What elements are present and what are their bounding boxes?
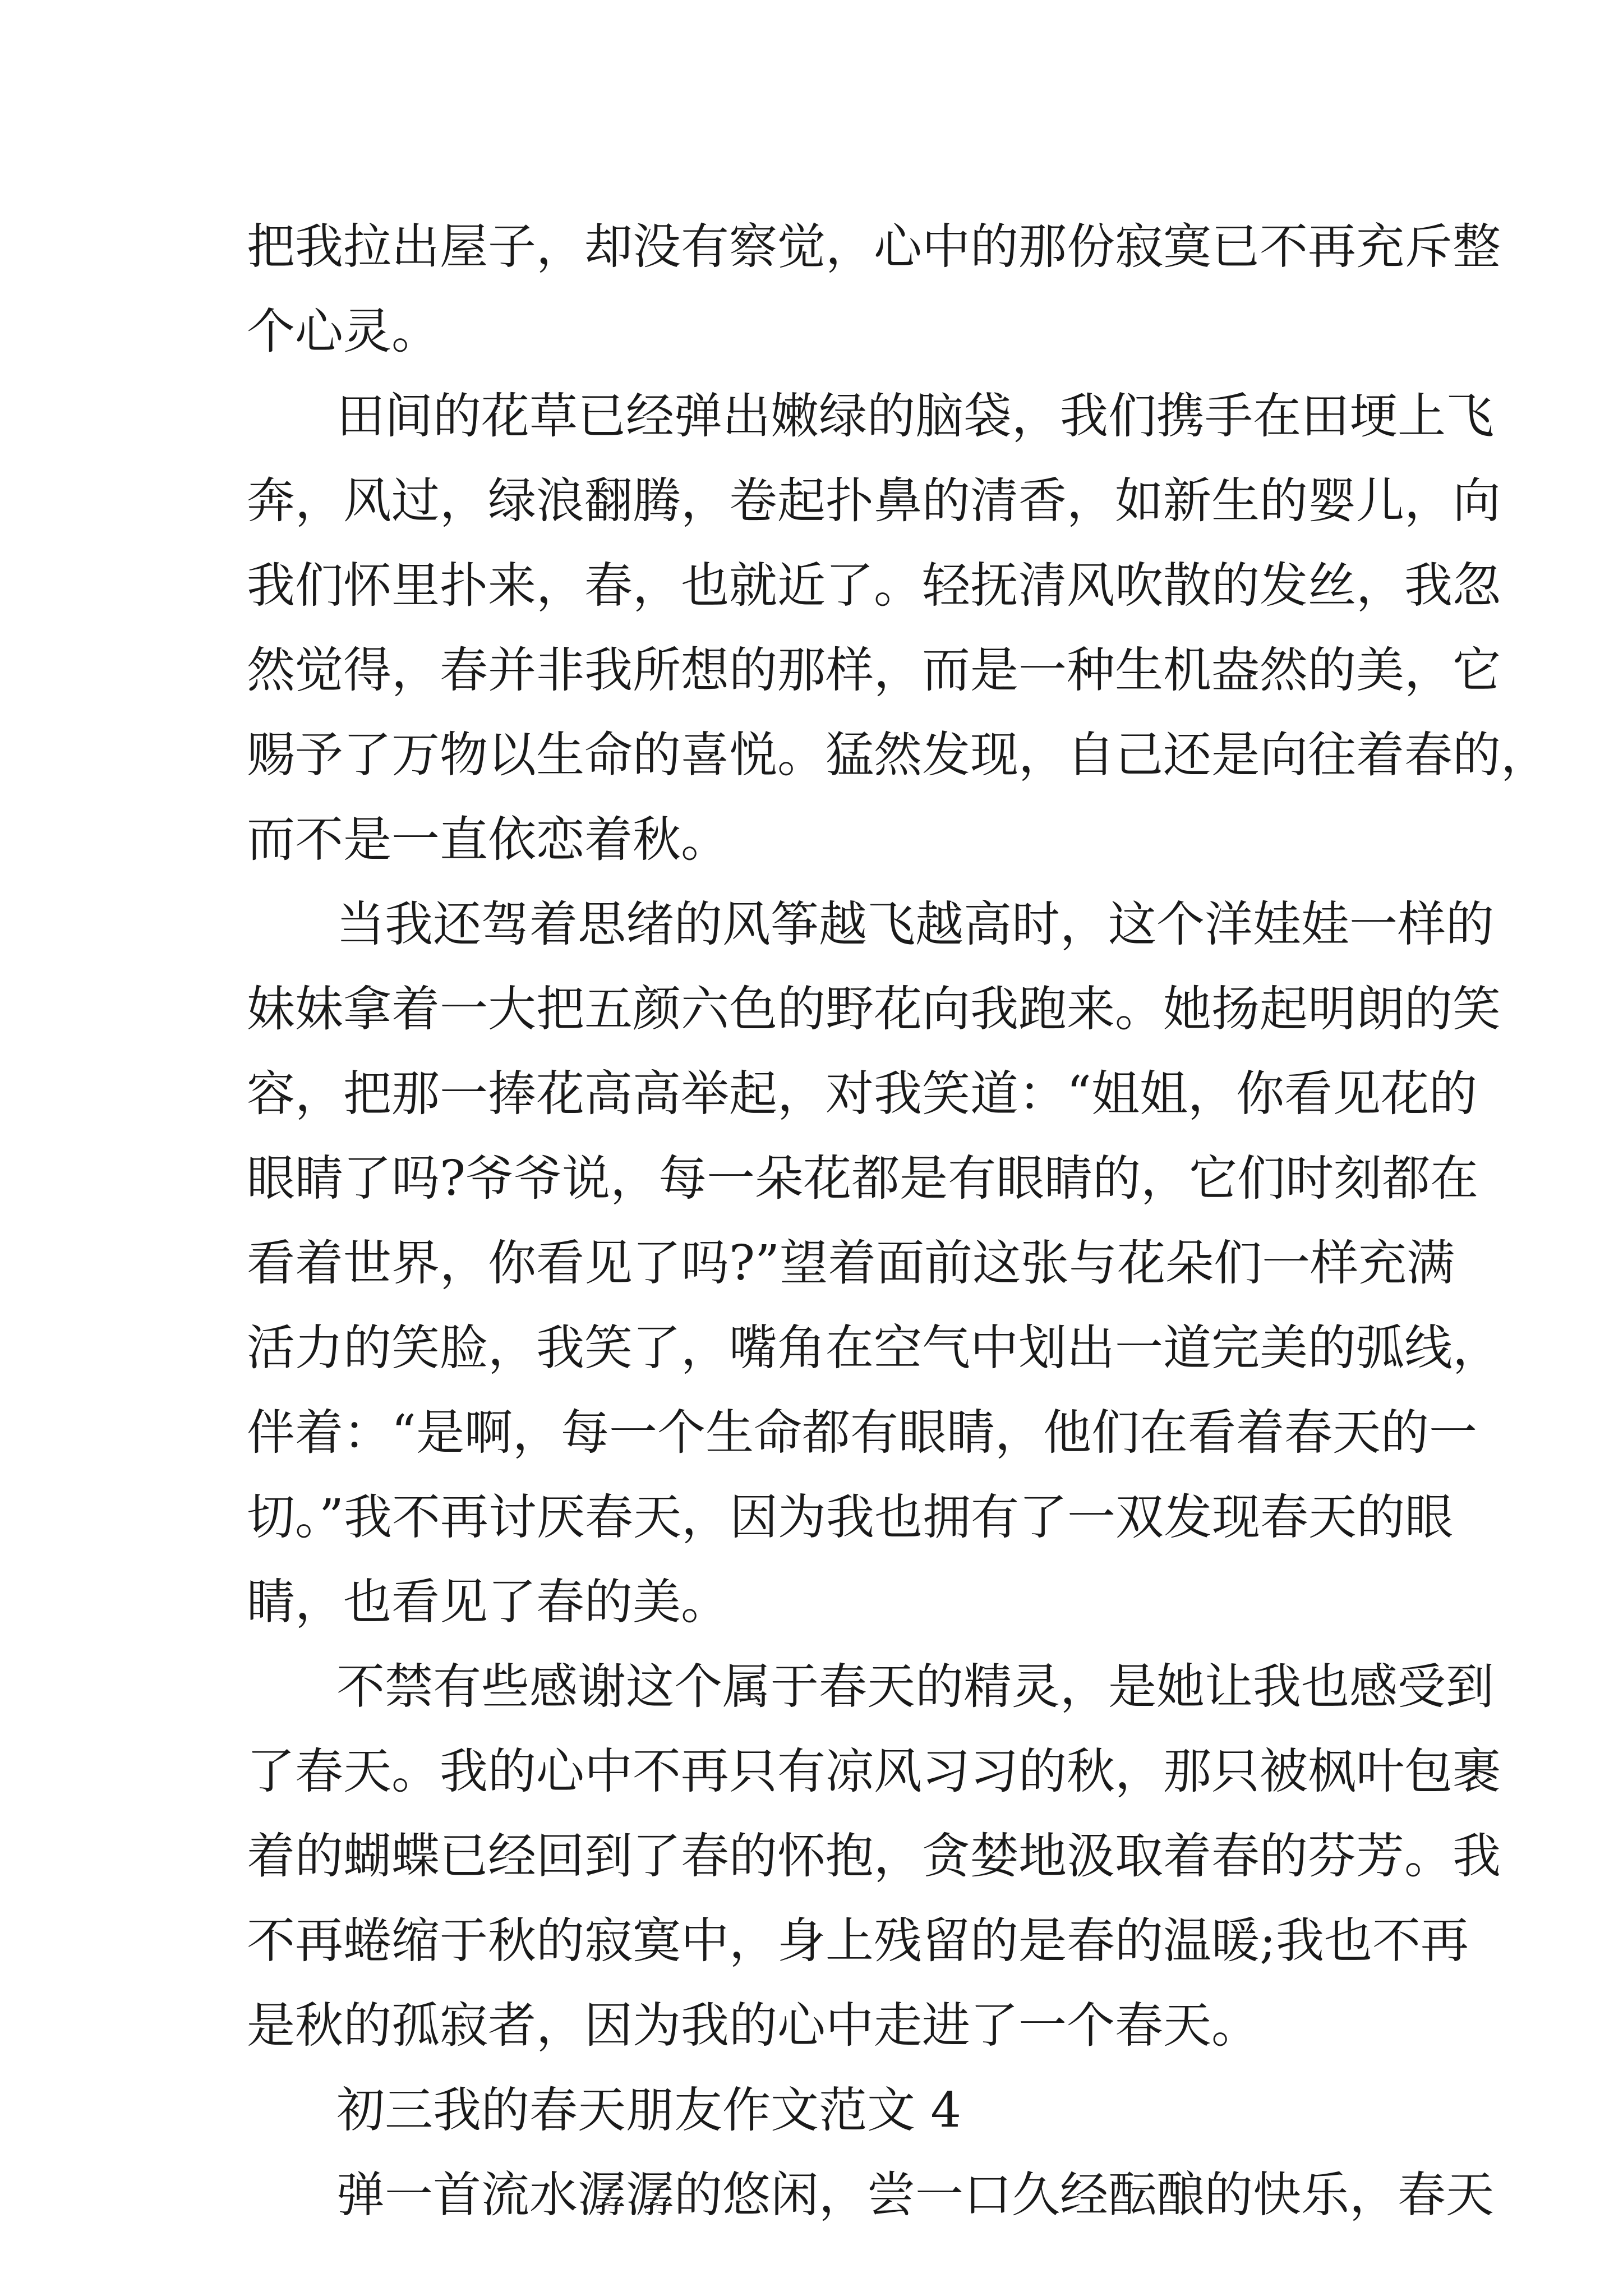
text-line: 我们怀里扑来，春，也就近了。轻抚清风吹散的发丝，我忽	[247, 558, 1501, 614]
text-line: 然觉得，春并非我所想的那样，而是一种生机盎然的美，它	[247, 642, 1501, 698]
text-line: 切。”我不再讨厌春天，因为我也拥有了一双发现春天的眼	[247, 1489, 1453, 1545]
text-line: 赐予了万物以生命的喜悦。猛然发现，自己还是向往着春的，	[247, 727, 1549, 783]
text-line: 睛，也看见了春的美。	[247, 1574, 729, 1630]
text-line: 当我还驾着思绪的风筝越飞越高时，这个洋娃娃一样的	[336, 896, 1494, 953]
text-line: 伴着：“是啊，每一个生命都有眼睛，他们在看着春天的一	[247, 1405, 1477, 1461]
text-line: 初三我的春天朋友作文范文 4	[336, 2082, 962, 2138]
body-text	[247, 205, 1549, 2238]
text-line: 不再蜷缩于秋的寂寞中，身上残留的是春的温暖;我也不再	[247, 1913, 1469, 1969]
text-line: 妹妹拿着一大把五颜六色的野花向我跑来。她扬起明朗的笑	[247, 981, 1501, 1037]
text-line: 容，把那一捧花高高举起，对我笑道：“姐姐，你看见花的	[247, 1066, 1477, 1122]
text-line: 个心灵。	[247, 303, 440, 360]
text-line: 把我拉出屋子，却没有察觉，心中的那份寂寞已不再充斥整	[247, 219, 1501, 275]
text-line: 活力的笑脸，我笑了，嘴角在空气中划出一道完美的弧线，	[247, 1320, 1501, 1376]
text-line: 了春天。我的心中不再只有凉风习习的秋，那只被枫叶包裹	[247, 1743, 1501, 1800]
text-line: 奔，风过，绿浪翻腾，卷起扑鼻的清香，如新生的婴儿，向	[247, 473, 1501, 529]
text-line: 不禁有些感谢这个属于春天的精灵，是她让我也感受到	[336, 1659, 1494, 1715]
text-line: 田间的花草已经弹出嫩绿的脑袋，我们携手在田埂上飞	[336, 388, 1494, 444]
text-line: 而不是一直依恋着秋。	[247, 812, 729, 868]
text-line: 着的蝴蝶已经回到了春的怀抱，贪婪地汲取着春的芬芳。我	[247, 1828, 1501, 1884]
text-line: 看着世界，你看见了吗?”望着面前这张与花朵们一样充满	[247, 1235, 1455, 1291]
text-line: 弹一首流水潺潺的悠闲，尝一口久经酝酿的快乐，春天	[336, 2167, 1494, 2223]
text-line: 眼睛了吗?爷爷说，每一朵花都是有眼睛的，它们时刻都在	[247, 1151, 1479, 1207]
text-line: 是秋的孤寂者，因为我的心中走进了一个春天。	[247, 1998, 1260, 2054]
